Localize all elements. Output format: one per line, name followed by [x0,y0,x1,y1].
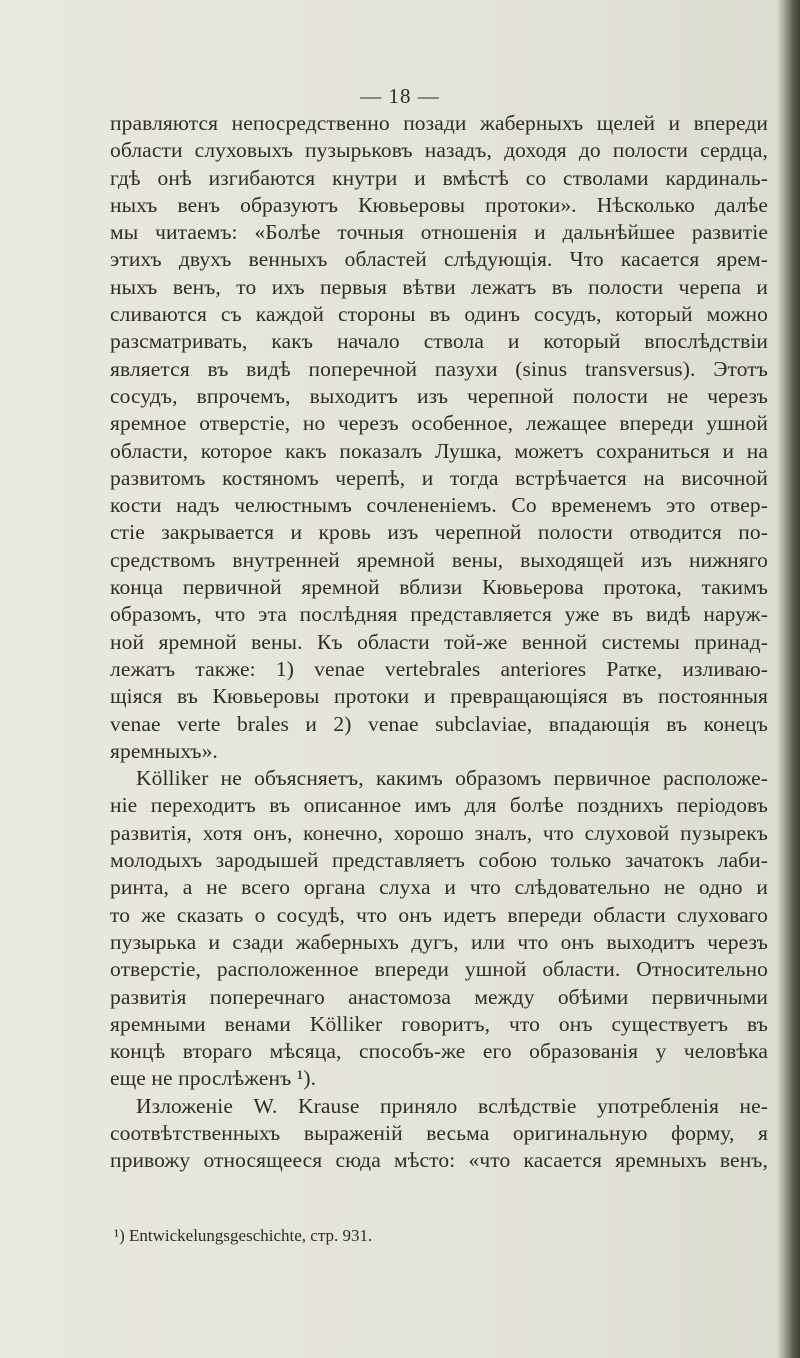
text-line: мы читаемъ: «Болѣе точныя отношенія и дальнѣйшее развитіе [110,220,768,245]
text-line: ной яремной вены. Къ области той-же венной системы принад- [110,629,768,654]
text-line: конца первичной яремной вблизи Кювьерова протока, такимъ [110,575,768,600]
text-line: области, которое какъ показалъ Лушка, можетъ сохраниться и на [110,438,768,463]
text-line: яремныхъ». [110,738,218,763]
text-line: молодыхъ зародышей представляетъ собою только зачатокъ лаби- [110,848,768,873]
text-line: области слуховыхъ пузырьковъ назадъ, доходя до полости сердца, [110,138,768,163]
text-line: щіяся въ Кювьеровы протоки и превращающіяся въ постоянныя [110,684,768,709]
body-text [110,110,768,1175]
text-line: средствомъ внутренней яремной вены, выходящей изъ нижняго [110,547,768,572]
text-line: ніе переходитъ въ описанное имъ для болѣе позднихъ періодовъ [110,793,768,818]
text-line: лежатъ также: 1) venae vertebrales anteriores Ратке, изливаю- [110,656,768,681]
text-line: стіе закрывается и кровь изъ черепной полости отводится по- [110,520,768,545]
text-line: яремными венами Kölliker говоритъ, что онъ существуетъ въ [110,1011,768,1036]
text-line: разсматривать, какъ начало ствола и который впослѣдствіи [110,329,768,354]
text-line: сливаются съ каждой стороны въ одинъ сосудъ, который можно [110,302,768,327]
text-line: правляются непосредственно позади жаберныхъ щелей и впереди [110,111,768,135]
text-line: концѣ втораго мѣсяца, способъ-же его образованія у человѣка [110,1039,768,1064]
text-line: этихъ двухъ венныхъ областей слѣдующія. Что касается ярем- [110,247,768,272]
text-line: развитія поперечнаго анастомоза между обѣими первичными [110,984,768,1009]
text-line: ринта, а не всего органа слуха и что слѣдовательно не одно и [110,875,768,900]
text-line: гдѣ онѣ изгибаются кнутри и вмѣстѣ со стволами кардиналь- [110,165,768,190]
text-line: привожу относящееся сюда мѣсто: «что касается яремныхъ венъ, [110,1148,768,1173]
text-line: яремное отверстіе, но черезъ особенное, лежащее впереди ушной [110,411,768,436]
text-line: ныхъ венъ образуютъ Кювьеровы протоки». Нѣсколько далѣе [110,192,768,217]
page-number: — 18 — [360,84,440,108]
text-line: образомъ, что эта послѣдняя представляется уже въ видѣ наруж- [110,602,768,627]
text-line: сосудъ, впрочемъ, выходитъ изъ черепной полости не черезъ [110,383,768,408]
text-line: кости надъ челюстнымъ сочлененіемъ. Со временемъ это отвер- [110,493,768,518]
text-line: соотвѣтственныхъ выраженій весьма оригинальную форму, я [110,1120,768,1145]
footnote: ¹) Entwickelungsgeschichte, стр. 931. [114,1226,373,1245]
text-line: пузырька и сзади жаберныхъ дугъ, или что онъ выходитъ черезъ [110,929,768,954]
text-line: отверстіе, расположенное впереди ушной области. Относительно [110,957,768,982]
text-line: venae verte brales и 2) venae subclaviae, впадающія въ конецъ [110,711,768,736]
text-line: еще не прослѣженъ ¹). [110,1066,317,1091]
text-line: Kölliker не объясняетъ, какимъ образомъ первичное расположе- [136,766,768,791]
text-line: развитія, хотя онъ, конечно, хорошо зналъ, что слуховой пузырекъ [110,820,768,845]
text-line: ныхъ венъ, то ихъ первыя вѣтви лежатъ въ полости черепа и [110,274,768,299]
text-line: является въ видѣ поперечной пазухи (sinus transversus). Этотъ [110,356,768,381]
book-binding-edge [778,0,800,1358]
text-line: то же сказать о сосудѣ, что онъ идетъ впереди области слуховаго [110,902,768,927]
text-line: развитомъ костяномъ черепѣ, и тогда встрѣчается на височной [110,465,768,490]
text-line: Изложеніе W. Krause приняло вслѣдствіе употребленія не- [136,1093,768,1118]
